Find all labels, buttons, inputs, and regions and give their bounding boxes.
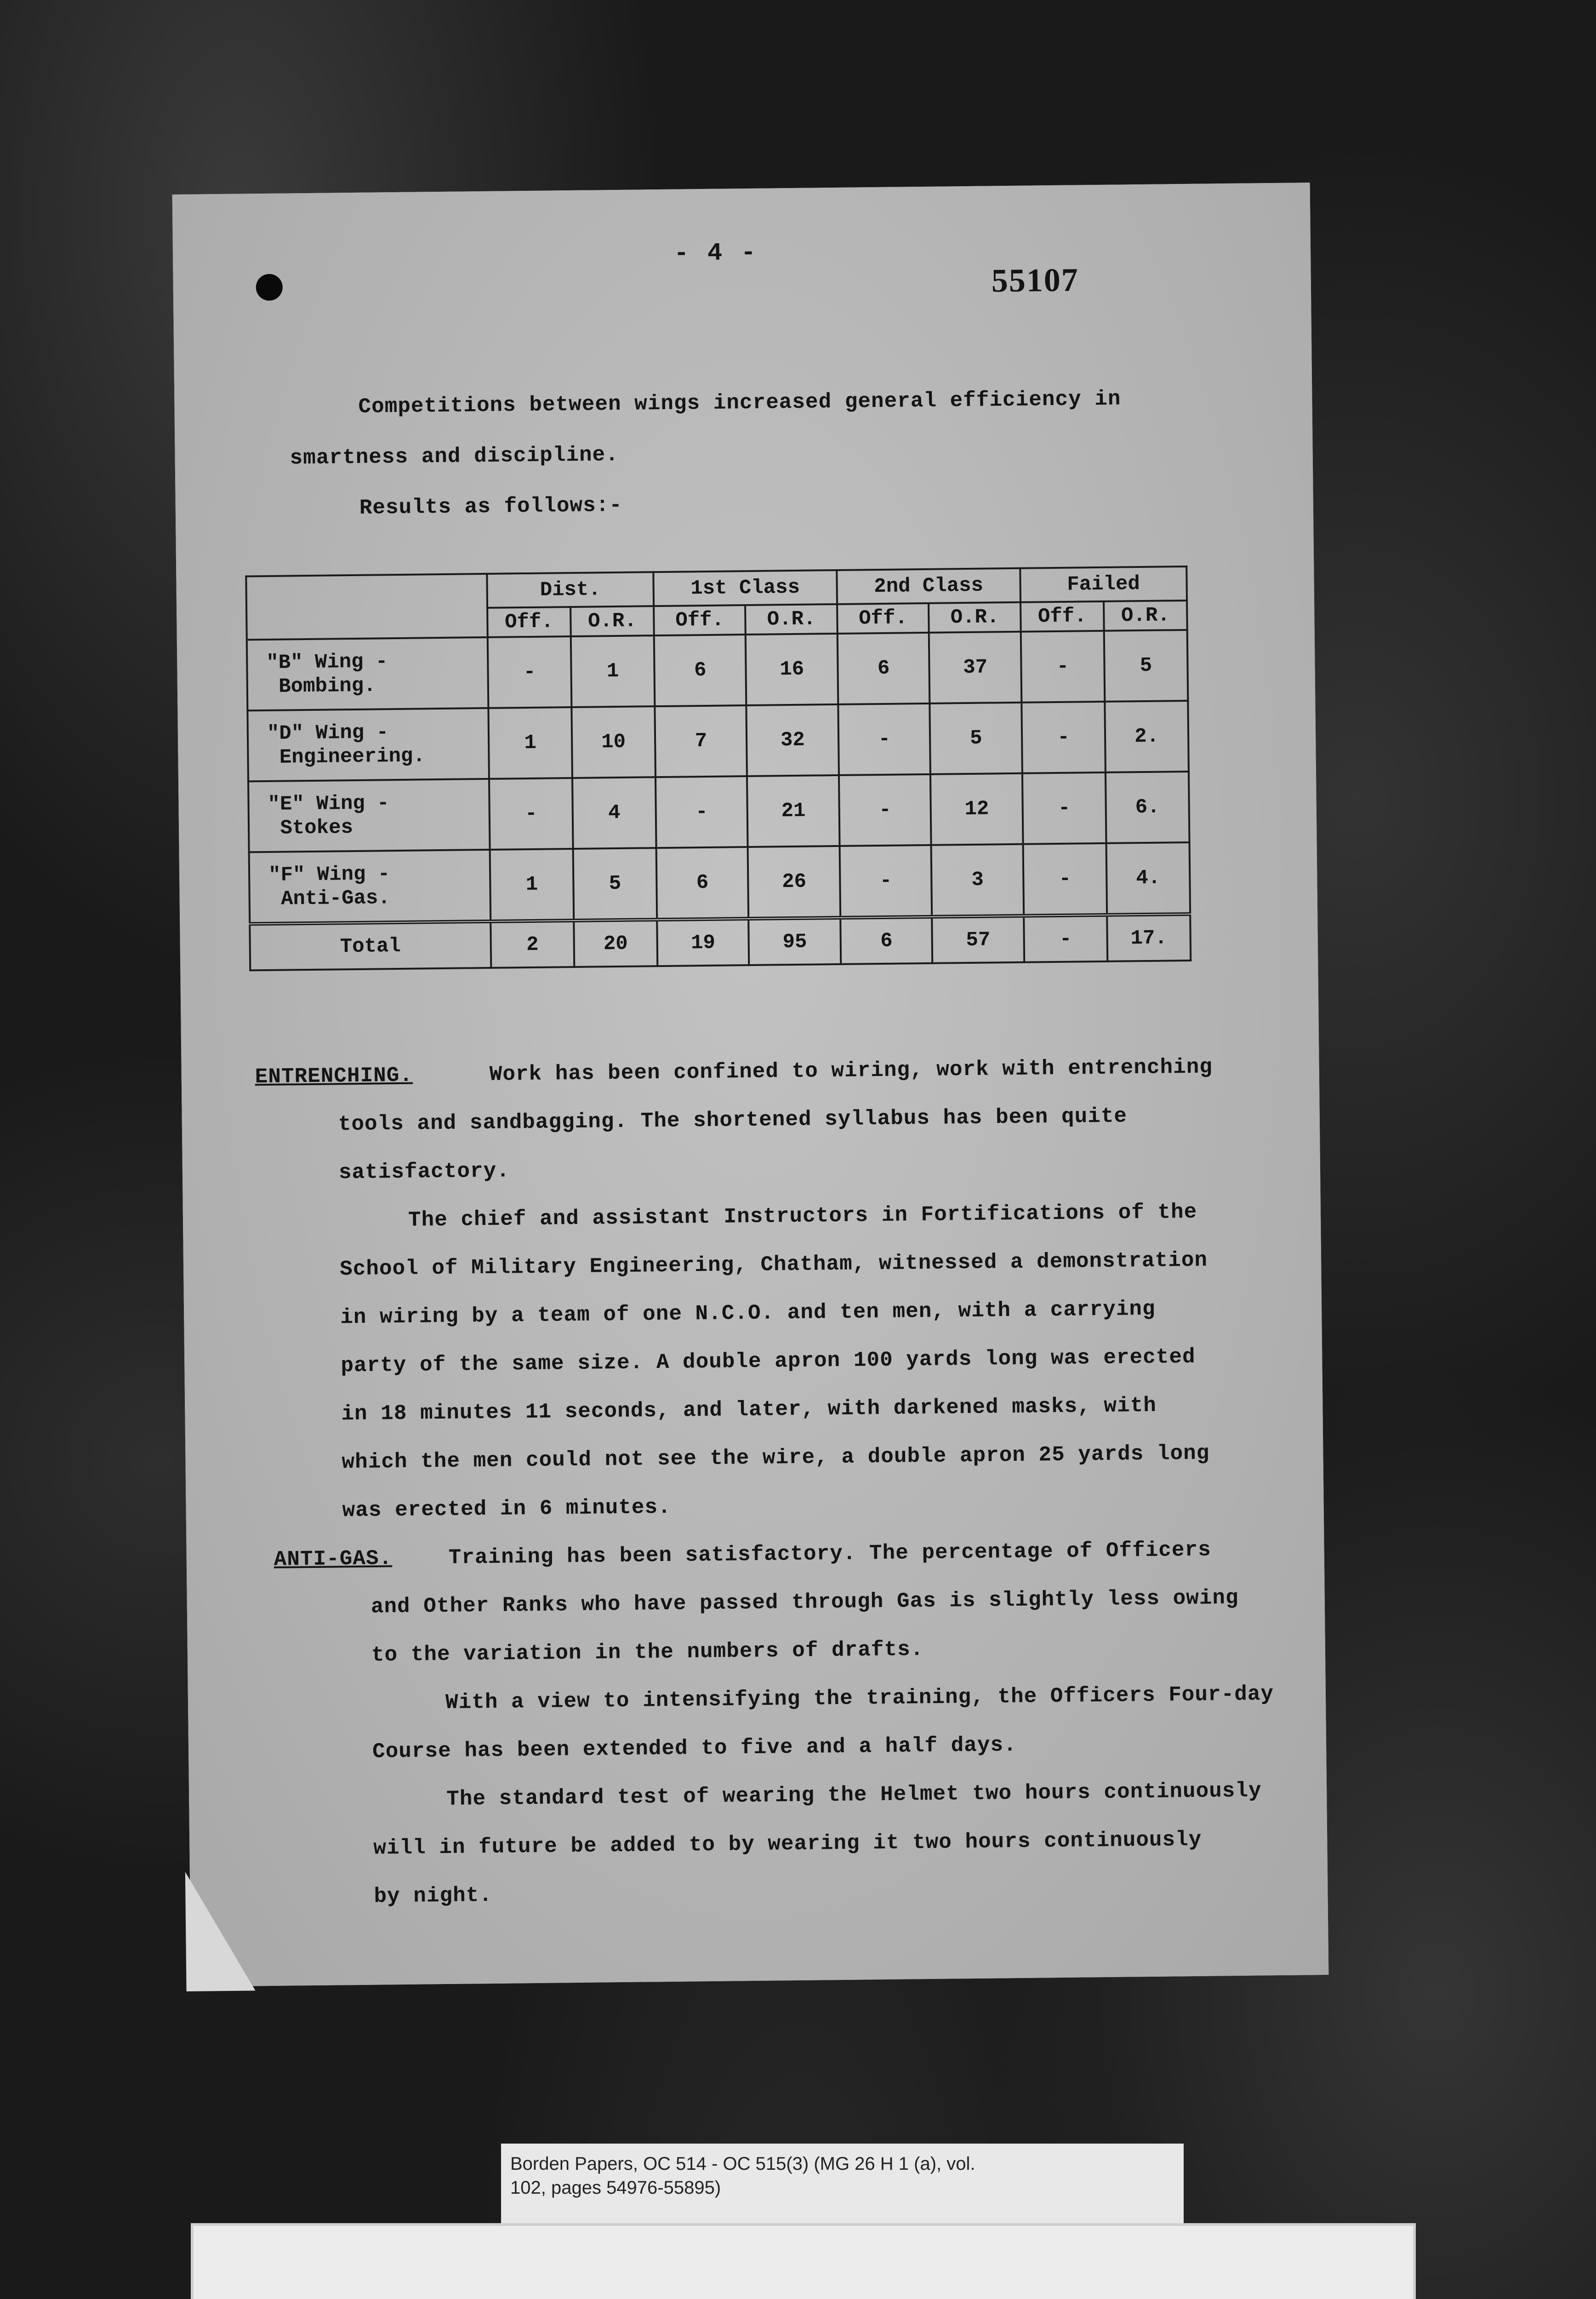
table-cell: 2. bbox=[1105, 701, 1189, 772]
row-label: "F" Wing - Anti-Gas. bbox=[249, 850, 491, 924]
table-row bbox=[247, 701, 1189, 781]
table-cell: 4. bbox=[1106, 842, 1190, 915]
col-group-2nd-class: 2nd Class bbox=[837, 568, 1020, 604]
paragraph-line: and Other Ranks who have passed through Gas is slightly less owing bbox=[370, 1585, 1239, 1619]
table-cell: 7 bbox=[655, 705, 747, 777]
paragraph-line: which the men could not see the wire, a double apron 25 yards long bbox=[342, 1441, 1210, 1475]
table-cell: - bbox=[839, 774, 931, 846]
folded-corner bbox=[185, 1871, 256, 1991]
col-header: O.R. bbox=[570, 606, 654, 636]
table-cell: 6. bbox=[1106, 772, 1190, 843]
total-label: Total bbox=[250, 921, 491, 970]
table-cell: - bbox=[1022, 772, 1106, 844]
paragraph-line: in wiring by a team of one N.C.O. and ten men, with a carrying bbox=[340, 1297, 1156, 1330]
row-label: "D" Wing - Engineering. bbox=[247, 708, 489, 781]
table-cell: - bbox=[840, 845, 932, 918]
table-cell: 6 bbox=[840, 917, 933, 964]
table-cell: 17. bbox=[1107, 914, 1191, 961]
archive-reference-line: 102, pages 54976-55895) bbox=[510, 2178, 721, 2198]
paragraph-line: Course has been extended to five and a half days. bbox=[372, 1733, 1017, 1764]
table-cell: 20 bbox=[574, 920, 657, 967]
table-cell: 95 bbox=[749, 918, 841, 965]
paragraph-line: School of Military Engineering, Chatham, witnessed a demonstration bbox=[339, 1248, 1208, 1281]
table-cell: - bbox=[1023, 843, 1107, 916]
table-cell: 3 bbox=[931, 844, 1024, 917]
paragraph-line: in 18 minutes 11 seconds, and later, with darkened masks, with bbox=[341, 1393, 1157, 1426]
table-cell: 5 bbox=[573, 848, 657, 921]
table-cell: 6 bbox=[656, 847, 749, 920]
table-row bbox=[247, 630, 1188, 710]
table-cell: 1 bbox=[571, 635, 655, 707]
paragraph-line: The chief and assistant Instructors in Fortifications of the bbox=[408, 1200, 1197, 1232]
table-cell: 26 bbox=[748, 846, 840, 919]
table-cell: 10 bbox=[571, 706, 656, 778]
paragraph-line: Training has been satisfactory. The percentage of Officers bbox=[448, 1538, 1211, 1570]
paragraph-line: to the variation in the numbers of drafts. bbox=[371, 1637, 924, 1667]
row-label: "B" Wing - Bombing. bbox=[247, 637, 489, 710]
table-cell: 4 bbox=[572, 777, 656, 849]
punch-hole bbox=[256, 274, 283, 301]
paragraph-line: satisfactory. bbox=[338, 1159, 510, 1185]
table-cell: - bbox=[1024, 915, 1107, 962]
paragraph-line: With a view to intensifying the training, the Officers Four-day bbox=[445, 1682, 1274, 1715]
table-cell: - bbox=[489, 778, 573, 850]
paragraph-line: tools and sandbagging. The shortened syllabus has been quite bbox=[338, 1104, 1128, 1137]
table-cell: 1 bbox=[490, 849, 574, 921]
table-cell: 2 bbox=[490, 921, 574, 968]
paragraph-line: by night. bbox=[374, 1883, 493, 1909]
table-cell: - bbox=[656, 776, 748, 848]
table-cell: 12 bbox=[930, 773, 1023, 845]
table-cell: 5 bbox=[1104, 630, 1188, 702]
col-header: Off. bbox=[1020, 601, 1104, 632]
table-cell: - bbox=[1021, 702, 1106, 773]
archive-reference-tag bbox=[501, 2144, 1184, 2224]
paragraph-line: was erected in 6 minutes. bbox=[342, 1495, 672, 1523]
col-group-dist: Dist. bbox=[487, 572, 654, 608]
table-cell: 6 bbox=[654, 635, 747, 706]
col-group-failed: Failed bbox=[1020, 566, 1187, 602]
col-header: Off. bbox=[837, 603, 929, 634]
table-cell: 6 bbox=[838, 633, 930, 704]
col-group-1st-class: 1st Class bbox=[653, 570, 837, 606]
table-cell: 16 bbox=[746, 634, 838, 705]
table-cell: 1 bbox=[488, 707, 572, 779]
col-header: O.R. bbox=[929, 602, 1020, 633]
table-cell: 19 bbox=[657, 919, 749, 966]
archives-stamp bbox=[191, 2223, 1416, 2299]
row-label: "E" Wing - Stokes bbox=[248, 779, 490, 852]
page-number: - 4 - bbox=[673, 239, 758, 268]
col-header: O.R. bbox=[746, 604, 838, 635]
table-cell: - bbox=[488, 636, 572, 708]
section-label-entrenching: ENTRENCHING. bbox=[255, 1063, 413, 1089]
table-cell: - bbox=[1021, 631, 1105, 703]
table-row bbox=[249, 842, 1191, 924]
table-corner-cell bbox=[246, 574, 487, 640]
results-table bbox=[245, 566, 1191, 971]
paragraph-line: will in future be added to by wearing it two hours continuously bbox=[373, 1827, 1202, 1860]
document-page bbox=[172, 183, 1329, 1987]
results-heading: Results as follows:- bbox=[359, 493, 623, 520]
paragraph-line: Work has been confined to wiring, work with entrenching bbox=[489, 1055, 1213, 1087]
table-total-row bbox=[250, 914, 1191, 970]
paragraph-line: party of the same size. A double apron 100 yards long was erected bbox=[341, 1344, 1196, 1378]
paragraph-line: The standard test of wearing the Helmet two hours continuously bbox=[446, 1779, 1262, 1812]
table-cell: - bbox=[838, 703, 930, 775]
col-header: Off. bbox=[487, 607, 571, 637]
col-header: O.R. bbox=[1104, 600, 1187, 631]
col-header: Off. bbox=[654, 605, 746, 635]
table-cell: 21 bbox=[747, 775, 839, 847]
table-cell: 32 bbox=[747, 704, 839, 776]
document-number: 55107 bbox=[991, 261, 1079, 299]
table-cell: 57 bbox=[932, 916, 1025, 963]
table-row bbox=[248, 772, 1190, 852]
archive-reference-line: Borden Papers, OC 514 - OC 515(3) (MG 26 H 1 (a), vol. bbox=[510, 2154, 975, 2174]
table-cell: 5 bbox=[930, 703, 1022, 774]
intro-line: smartness and discipline. bbox=[290, 442, 619, 470]
table-cell: 37 bbox=[929, 632, 1021, 703]
section-label-antigas: ANTI-GAS. bbox=[274, 1546, 393, 1572]
intro-line: Competitions between wings increased general efficiency in bbox=[358, 387, 1121, 419]
